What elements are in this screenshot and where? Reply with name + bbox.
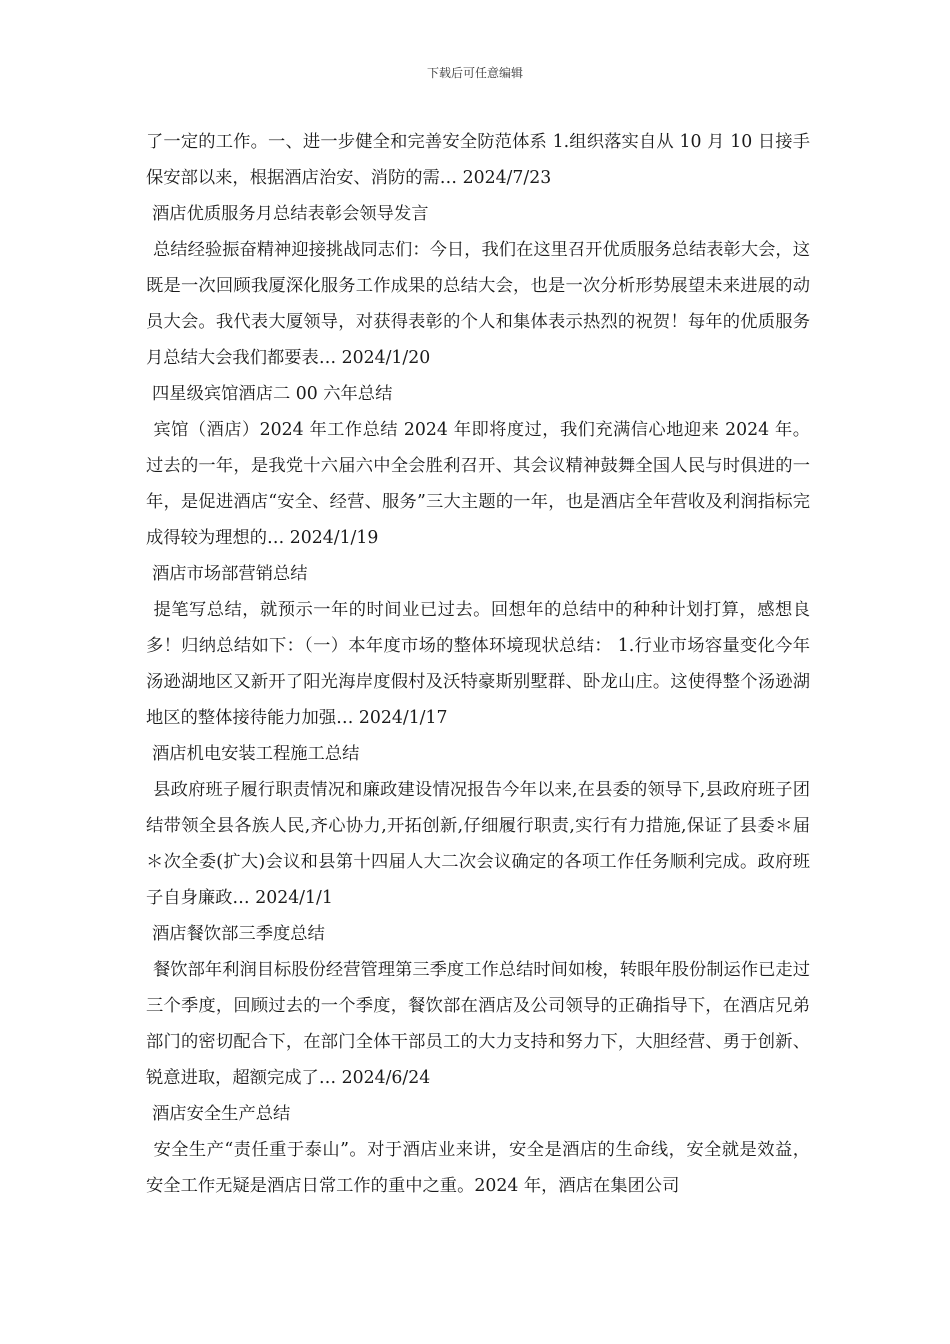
entry-summary-text: 餐饮部年利润目标股份经营管理第三季度工作总结时间如梭，转眼年股份制运作已走过三个季度，回顾过去的一个季度，餐饮部在酒店及公司领导的正确指导下，在酒店兄弟部门的密切配合下，在部门全体干部员工的大力支持和努力下，大胆经营、勇于创新、锐意进取，超额完成了…: [146, 960, 810, 1088]
entry-summary-text: 总结经验振奋精神迎接挑战同志们：今日，我们在这里召开优质服务总结表彰大会，这既是一次回顾我厦深化服务工作成果的总结大会，也是一次分析形势展望未来进展的动员大会。我代表大厦领导，对获得表彰的个人和集体表示热烈的祝贺！每年的优质服务月总结大会我们都要表…: [146, 240, 810, 368]
entry-date: 2024/1/1: [255, 888, 333, 908]
intro-paragraph: [146, 124, 810, 196]
entry-title: 酒店优质服务月总结表彰会领导发言: [152, 204, 429, 224]
intro-text: 了一定的工作。一、进一步健全和完善安全防范体系 1.组织落实自从 10 月 10 日接手保安部以来，根据酒店治安、消防的需…: [146, 132, 810, 188]
entry-title: 四星级宾馆酒店二 00 六年总结: [152, 384, 393, 404]
entry-summary-text: 县政府班子履行职责情况和廉政建设情况报告今年以来,在县委的领导下,县政府班子团结带领全县各族人民,齐心协力,开拓创新,仔细履行职责,实行有力措施,保证了县委＊届＊次全委(扩大)会议和县第十四届人大二次会议确定的各项工作任务顺利完成。政府班子自身廉政…: [146, 780, 810, 908]
entry-summary: [146, 952, 810, 1096]
entry-title: 酒店餐饮部三季度总结: [152, 924, 325, 944]
entry-summary-text: 安全生产“责任重于泰山”。对于酒店业来讲，安全是酒店的生命线，安全就是效益，安全工作无疑是酒店日常工作的重中之重。2024 年，酒店在集团公司: [146, 1140, 810, 1196]
entry-summary: [146, 772, 810, 916]
entry-date: 2024/1/19: [289, 528, 379, 548]
entry-date: 2024/6/24: [341, 1068, 431, 1088]
entry-date: 2024/1/20: [341, 348, 431, 368]
entry-title: 酒店机电安装工程施工总结: [152, 744, 360, 764]
entry-summary: [146, 232, 810, 376]
entry-title: 酒店安全生产总结: [152, 1104, 291, 1124]
entry-summary: [146, 1132, 810, 1204]
entry-date: 2024/1/17: [358, 708, 448, 728]
entry-summary-text: 宾馆（酒店）2024 年工作总结 2024 年即将度过，我们充满信心地迎来 2024 年。过去的一年，是我党十六届六中全会胜利召开、其会议精神鼓舞全国人民与时俱进的一年，是促进酒店“安全、经营、服务”三大主题的一年，也是酒店全年营收及利润指标完成得较为理想的…: [146, 420, 810, 548]
entry-title: 酒店市场部营销总结: [152, 564, 308, 584]
intro-date: 2024/7/23: [462, 168, 552, 188]
entry-summary: [146, 412, 810, 556]
entry-summary: [146, 592, 810, 736]
document-body: [146, 124, 810, 1204]
entry-summary-text: 提笔写总结，就预示一年的时间业已过去。回想年的总结中的种种计划打算，感想良多！归纳总结如下：（一）本年度市场的整体环境现状总结： 1.行业市场容量变化今年汤逊湖地区又新开了阳光海岸度假村及沃特豪斯别墅群、卧龙山庄。这使得整个汤逊湖地区的整体接待能力加强…: [146, 600, 810, 728]
page-header-note: 下载后可任意编辑: [426, 66, 523, 80]
